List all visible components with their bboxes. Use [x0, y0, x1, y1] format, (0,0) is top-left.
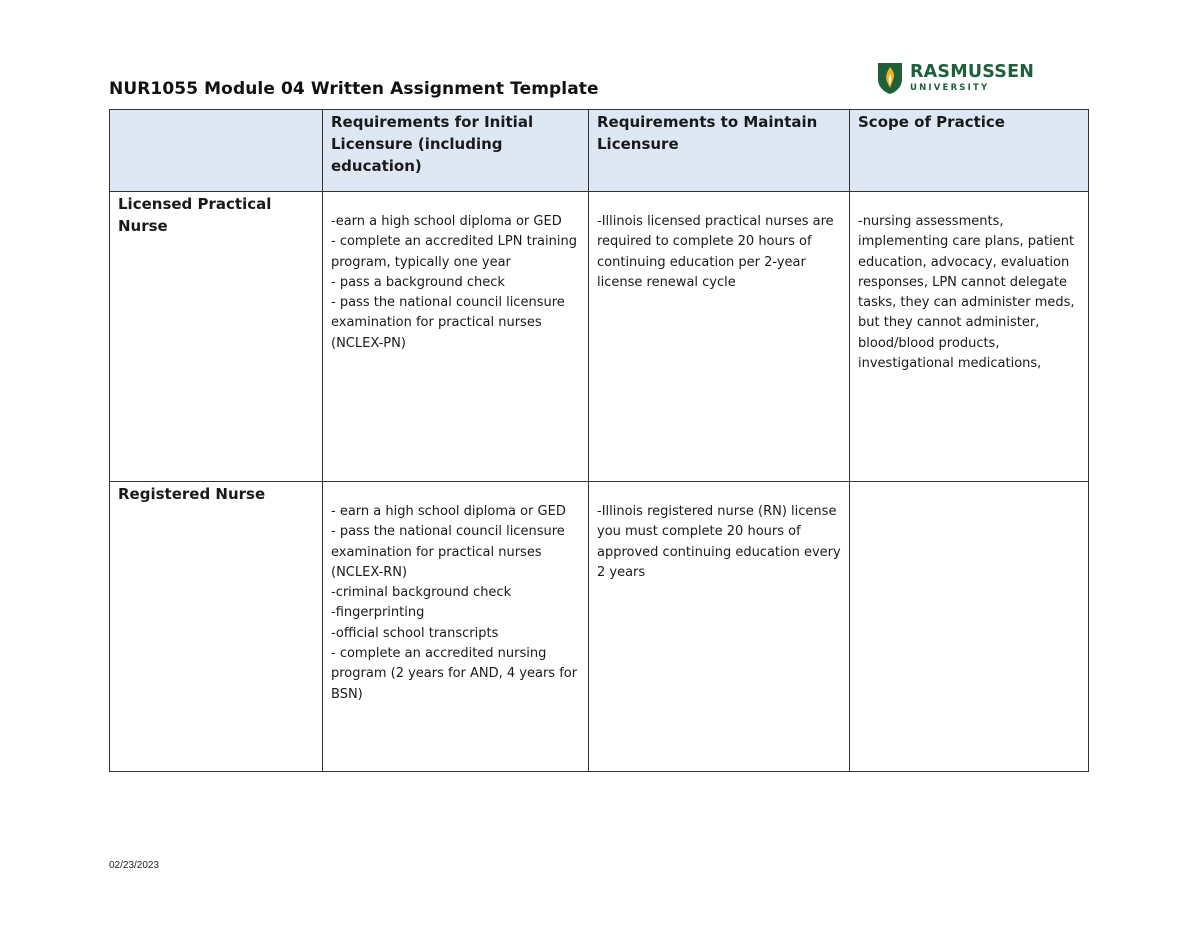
header-maintain-licensure: Requirements to Maintain Licensure — [589, 110, 850, 192]
list-item: -official school transcripts — [331, 625, 499, 641]
list-item: - earn a high school diploma or GED — [331, 504, 566, 519]
shield-flame-icon — [876, 61, 904, 95]
list-item: -Illinois registered nurse (RN) license you must complete 20 hours of approved continuing education every 2 years — [597, 504, 841, 580]
list-item: -nursing assessments, implementing care plans, patient education, advocacy, evaluation responses, LPN cannot delegate tasks, they can administer meds, but they cannot administer, blood/blood products, investigational medications, — [858, 214, 1075, 372]
list-item: -earn a high school diploma or GED — [331, 214, 562, 229]
header-scope-of-practice: Scope of Practice — [850, 110, 1089, 192]
scope-of-practice-cell — [850, 192, 1089, 482]
table-header-row — [110, 110, 1089, 192]
maintain-licensure-cell — [589, 192, 850, 482]
row-label: Licensed Practical Nurse — [118, 195, 272, 235]
table-row-lpn — [110, 192, 1089, 482]
row-label-cell — [110, 192, 323, 482]
licensure-table — [109, 109, 1089, 772]
list-item: - pass the national council licensure examination for practical nurses (NCLEX-RN) — [331, 524, 565, 580]
footer-date: 02/23/2023 — [109, 860, 160, 871]
initial-licensure-cell — [323, 482, 589, 772]
list-item: - pass the national council licensure examination for practical nurses (NCLEX-PN) — [331, 295, 565, 351]
document-title: NUR1055 Module 04 Written Assignment Template — [109, 79, 599, 99]
logo-name: RASMUSSEN — [910, 62, 1035, 82]
logo-subtitle: UNIVERSITY — [910, 82, 990, 93]
list-item: -criminal background check — [331, 585, 512, 601]
list-item: - complete an accredited LPN training program, typically one year — [331, 234, 577, 270]
header-initial-licensure: Requirements for Initial Licensure (including education) — [323, 110, 589, 192]
row-label: Registered Nurse — [118, 485, 266, 503]
header-cell-empty — [110, 110, 323, 192]
initial-licensure-cell — [323, 192, 589, 482]
scope-of-practice-cell — [850, 482, 1089, 772]
row-label-cell — [110, 482, 323, 772]
maintain-licensure-cell — [589, 482, 850, 772]
list-item: -Illinois licensed practical nurses are required to complete 20 hours of continuing education per 2-year license renewal cycle — [597, 214, 834, 290]
list-item: -fingerprinting — [331, 605, 425, 621]
list-item: - complete an accredited nursing program (2 years for AND, 4 years for BSN) — [331, 646, 578, 702]
university-logo — [876, 58, 1041, 98]
list-item: - pass a background check — [331, 274, 505, 290]
table-row-rn — [110, 482, 1089, 772]
